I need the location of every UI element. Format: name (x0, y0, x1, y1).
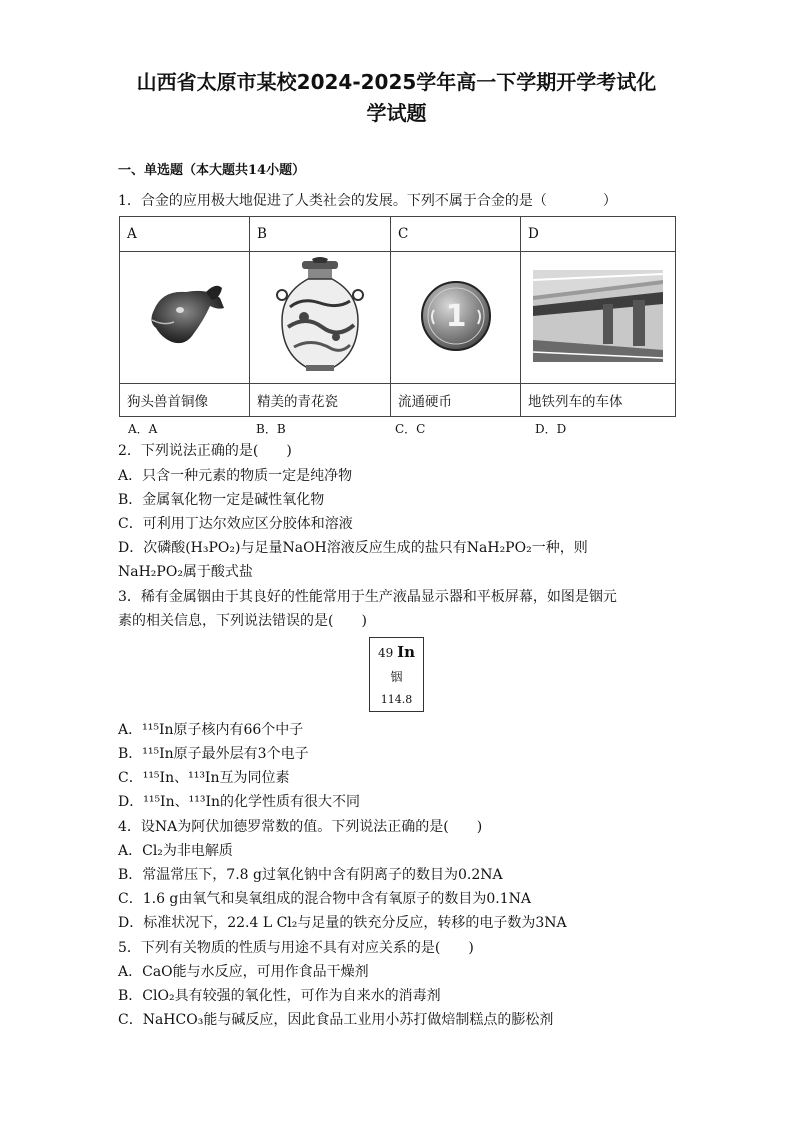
q1-answer-c: C．C (395, 422, 426, 436)
q3-option-a: A．¹¹⁵In原子核内有66个中子 (118, 722, 304, 738)
page-title-continued: 学试题 (366, 101, 427, 125)
q2-option-a: A．只含一种元素的物质一定是纯净物 (118, 468, 353, 484)
q3-stem: 3．稀有金属铟由于其良好的性能常用于生产液晶显示器和平板屏幕，如图是铟元 (118, 589, 617, 605)
bronze-dog-head-image (120, 252, 250, 384)
q1-label-d: 地铁列车的车体 (521, 384, 676, 417)
svg-text:1: 1 (445, 298, 466, 334)
q1-label-c: 流通硬币 (391, 384, 521, 417)
porcelain-vase-image (250, 252, 391, 384)
q3-option-b: B．¹¹⁵In原子最外层有3个电子 (118, 746, 309, 762)
q1-answer-b: B．B (256, 422, 286, 436)
q3-stem-continued: 素的相关信息，下列说法错误的是( ) (118, 613, 367, 629)
q4-option-b: B．常温常压下，7.8 g过氧化钠中含有阴离子的数目为0.2NA (118, 867, 503, 883)
q1-label-b: 精美的青花瓷 (250, 384, 391, 417)
q2-option-d-continued: NaH₂PO₂属于酸式盐 (118, 564, 253, 580)
q5-stem: 5．下列有关物质的性质与用途不具有对应关系的是( ) (118, 940, 474, 956)
q4-option-a: A．Cl₂为非电解质 (118, 843, 233, 859)
element-mass: 114.8 (380, 693, 413, 706)
q2-option-d: D．次磷酸(H₃PO₂)与足量NaOH溶液反应生成的盐只有NaH₂PO₂一种，则 (118, 540, 588, 556)
q4-stem: 4．设NA为阿伏加德罗常数的值。下列说法正确的是( ) (118, 819, 483, 835)
q1-options-table (119, 216, 676, 417)
q1-label-a: 狗头兽首铜像 (120, 384, 250, 417)
q1-header-c: C (391, 217, 521, 252)
element-number: 49 (377, 646, 394, 660)
q5-option-c: C．NaHCO₃能与碱反应，因此食品工业用小苏打做焙制糕点的膨松剂 (118, 1012, 554, 1028)
q4-option-c: C．1.6 g由氧气和臭氧组成的混合物中含有氧原子的数目为0.1NA (118, 891, 532, 907)
indium-element-card (369, 637, 424, 712)
q1-header-d: D (521, 217, 676, 252)
q4-option-d: D．标准状况下，22.4 L Cl₂与足量的铁充分反应，转移的电子数为3NA (118, 915, 567, 931)
element-symbol: In (397, 643, 416, 661)
q3-option-c: C．¹¹⁵In、¹¹³In互为同位素 (118, 770, 290, 786)
q2-option-c: C．可利用丁达尔效应区分胶体和溶液 (118, 516, 353, 532)
coin-image (391, 252, 521, 384)
page-title: 山西省太原市某校2024-2025学年高一下学期开学考试化 (136, 70, 657, 94)
q1-stem: 1．合金的应用极大地促进了人类社会的发展。下列不属于合金的是（ ） (118, 193, 617, 209)
subway-train-image (521, 252, 676, 384)
section-heading: 一、单选题（本大题共14小题） (118, 163, 306, 178)
element-name: 铟 (390, 670, 403, 684)
q1-answer-a: A．A (128, 422, 158, 436)
q2-option-b: B．金属氧化物一定是碱性氧化物 (118, 492, 325, 508)
q1-header-a: A (120, 217, 250, 252)
q3-option-d: D．¹¹⁵In、¹¹³In的化学性质有很大不同 (118, 794, 360, 810)
q5-option-b: B．ClO₂具有较强的氧化性，可作为自来水的消毒剂 (118, 988, 441, 1004)
q1-answer-d: D．D (535, 422, 567, 436)
q2-stem: 2．下列说法正确的是( ) (118, 443, 292, 459)
q5-option-a: A．CaO能与水反应，可用作食品干燥剂 (118, 964, 369, 980)
q1-header-b: B (250, 217, 391, 252)
